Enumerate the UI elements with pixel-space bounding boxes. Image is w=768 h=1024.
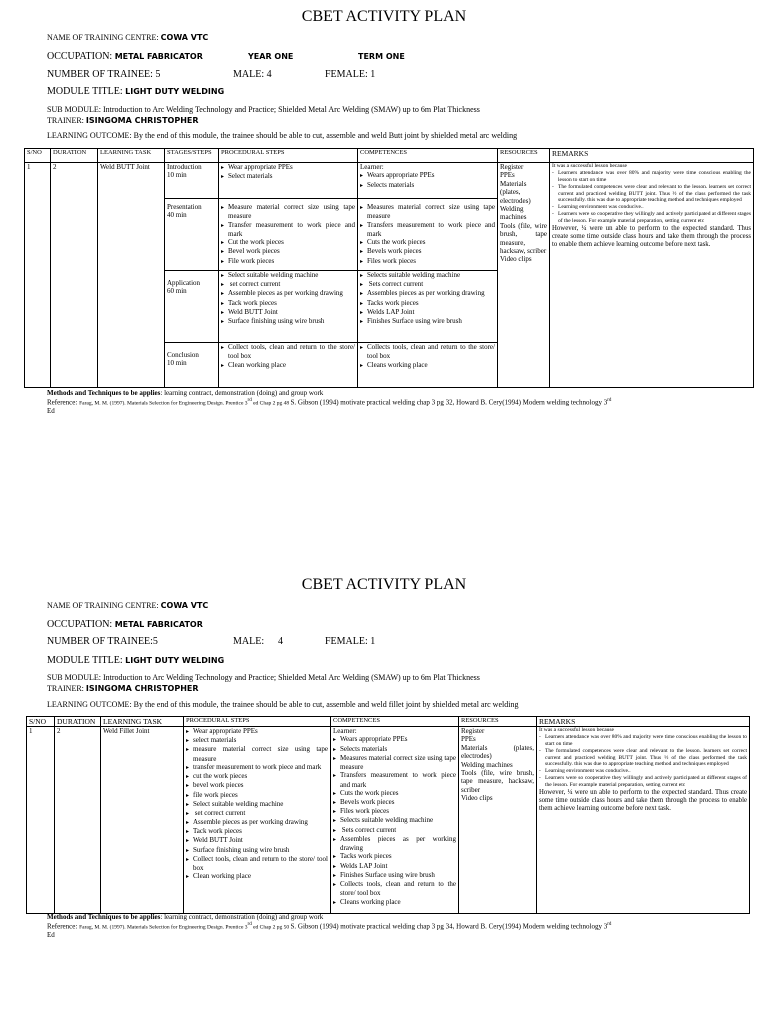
stage-time: 10 min: [167, 359, 187, 368]
trainer-name: ISINGOMA CHRISTOPHER: [85, 684, 199, 693]
page-title: CBET ACTIVITY PLAN: [301, 576, 467, 593]
procedural-steps-cell: [219, 199, 358, 271]
male-label: MALE:: [233, 636, 265, 647]
male-count: 4: [278, 636, 283, 647]
step-item: ▸ Cut the work pieces: [221, 238, 355, 247]
remark-item: - Learning environment was conducive..: [539, 768, 747, 775]
reference-sup-a: rd: [247, 921, 252, 927]
remark-item: - Learners were so cooperative they willingly and actively participated at different stages of the lesson. For example material preparation, setting current etc: [552, 211, 751, 225]
resource-item: Video clips: [500, 255, 532, 264]
step-item: ▸ Wear appropriate PPEs: [221, 163, 355, 172]
reference-text-b: S. Gibson (1994) motivate practical welding chap 3 pg 34, Howard B. Cery(1994) Modern welding technology 3: [290, 922, 608, 931]
competence-lead: Learner:: [333, 727, 357, 735]
trainer-line: [47, 684, 199, 693]
step-item: ▸ Assemble pieces as per working drawing: [221, 289, 355, 298]
sub-module: SUB MODULE: Introduction to Arc Welding Technology and Practice; Shielded Metal Arc Welding (SMAW) up to 6m Plat Thickness: [47, 673, 480, 682]
remark-item: - Learners were so cooperative they willingly and actively participated at different stages of the lesson. For example material preparation, setting current etc: [539, 775, 747, 789]
activity-table: [26, 716, 750, 914]
footer-notes: [47, 913, 727, 940]
step-item: ▸ Collect tools, clean and return to the store/ tool box: [186, 855, 328, 873]
module-title-line: [47, 655, 224, 666]
stage-cell: [165, 271, 219, 343]
methods-label: Methods and Techniques to be applies: [47, 913, 161, 921]
step-item: ▸ Transfer measurement to work piece and mark: [221, 221, 355, 239]
table-header-row: [27, 717, 750, 727]
step-item: ▸ measure material correct size using tape measure: [186, 745, 328, 763]
step-item: ▸ cut the work pieces: [186, 772, 328, 781]
competence-item: ▸ Sets correct current: [360, 280, 495, 289]
activity-table: [24, 148, 754, 388]
competence-item: ▸ Measures material correct size using tape measure: [360, 203, 495, 221]
procedural-steps-cell: [219, 163, 358, 199]
stage-cell: [165, 343, 219, 388]
trainer-label: TRAINER:: [47, 116, 86, 125]
remarks-cell: [537, 727, 750, 914]
methods-line: [47, 389, 727, 398]
header-duration: DURATION: [55, 717, 101, 727]
remark-item: - Learners attendance was over 80% and majority were time conscious enabling the lesson to start on time: [552, 170, 751, 184]
header-procedural-steps: PROCEDURAL STEPS: [219, 149, 358, 163]
reference-text-a2: ed Chap 2 pg 48: [251, 400, 291, 407]
remarks-tail: However, ¼ were un able to perform to the expected standard. Thus create some time outside class hours and take them through the process to enable them achieve learning outcome before next task.: [539, 788, 747, 813]
resource-item: Welding machines: [500, 204, 527, 222]
module-title-label: MODULE TITLE:: [47, 655, 126, 666]
term-label: TERM ONE: [358, 52, 405, 61]
step-item: ▸ Tack work pieces: [221, 299, 355, 308]
cell-sno: 1: [25, 163, 51, 388]
competence-item: ▸ Collects tools, clean and return to the store/ tool box: [360, 343, 495, 361]
competence-item: ▸ Selects suitable welding machine: [333, 816, 456, 825]
step-item: ▸ Bevel work pieces: [221, 247, 355, 256]
procedural-steps-cell: [184, 727, 331, 914]
resource-item: Register: [461, 727, 485, 735]
header-remarks: REMARKS: [550, 149, 754, 163]
stage-cell: [165, 163, 219, 199]
trainer-name: ISINGOMA CHRISTOPHER: [85, 116, 199, 125]
header-sno: S/NO: [25, 149, 51, 163]
competence-item: ▸ Sets correct current: [333, 826, 456, 835]
occupation-value: METAL FABRICATOR: [114, 52, 203, 61]
header-learning-task: LEARNING TASK: [98, 149, 165, 163]
competence-item: ▸ Bevels work pieces: [360, 247, 495, 256]
competence-item: ▸ Cuts the work pieces: [333, 789, 456, 798]
header-learning-task: LEARNING TASK: [101, 717, 184, 727]
stage-name: Application: [167, 279, 201, 287]
competence-item: ▸ Collects tools, clean and return to the store/ tool box: [333, 880, 456, 898]
competence-item: ▸ Bevels work pieces: [333, 798, 456, 807]
competence-item: ▸ Files work pieces: [360, 257, 495, 266]
table-header-row: [25, 149, 754, 163]
module-title-value: LIGHT DUTY WELDING: [125, 87, 225, 96]
header-procedural-steps: PROCEDURAL STEPS: [184, 717, 331, 727]
resource-item: Video clips: [461, 794, 493, 803]
step-item: ▸ set correct current: [221, 280, 355, 289]
step-item: ▸ Weld BUTT Joint: [186, 836, 328, 845]
table-row: [25, 163, 754, 199]
footer-notes: [47, 389, 727, 416]
reference-end: Ed: [47, 406, 55, 415]
cell-sno: 1: [27, 727, 55, 914]
competence-item: ▸ Cuts the work pieces: [360, 238, 495, 247]
competence-item: ▸ Cleans working place: [360, 361, 495, 370]
competence-item: ▸ Tacks work pieces: [360, 299, 495, 308]
competence-item: ▸ Measures material correct size using tape measure: [333, 754, 456, 772]
methods-label: Methods and Techniques to be applies: [47, 389, 161, 397]
competence-item: ▸ Wears appropriate PPEs: [333, 735, 456, 744]
header-remarks: REMARKS: [537, 717, 750, 727]
remark-item: - The formulated competences were clear and relevant to the lesson. learners set correct current and practiced welding BUTT joint. Thus ½ of the class performed the task successfully. this was due to appropriate teaching method and techniques employed: [539, 748, 747, 769]
stage-name: Conclusion: [167, 351, 199, 359]
header-stages: STAGES/STEPS: [165, 149, 219, 163]
remarks-lead: It was a successful lesson because: [539, 727, 614, 733]
cell-learning-task: Weld BUTT Joint: [98, 163, 165, 388]
methods-text: : learning contract, demonstration (doing) and group work: [160, 389, 324, 397]
resources-cell: [498, 163, 550, 388]
sub-module: SUB MODULE: Introduction to Arc Welding Technology and Practice; Shielded Metal Arc Welding (SMAW) up to 6m Plat Thickness: [47, 105, 480, 114]
step-item: ▸ Clean working place: [221, 361, 355, 370]
competence-item: ▸ Selects materials: [333, 745, 456, 754]
step-item: ▸ Collect tools, clean and return to the store/ tool box: [221, 343, 355, 361]
header-sno: S/NO: [27, 717, 55, 727]
table-row: [27, 727, 750, 914]
competence-item: ▸ Selects materials: [360, 181, 495, 190]
step-item: ▸ Wear appropriate PPEs: [186, 727, 328, 736]
training-centre-line: [47, 33, 208, 42]
step-item: ▸ Surface finishing using wire brush: [186, 846, 328, 855]
step-item: ▸ Measure material correct size using tape measure: [221, 203, 355, 221]
stage-time: 60 min: [167, 287, 187, 296]
resource-item: PPEs: [500, 171, 515, 180]
competence-item: ▸ Transfers measurement to work piece and mark: [360, 221, 495, 239]
step-item: ▸ Tack work pieces: [186, 827, 328, 836]
reference-label: Reference:: [47, 398, 80, 407]
reference-end: Ed: [47, 930, 55, 939]
cell-duration: 2: [51, 163, 98, 388]
procedural-steps-cell: [219, 271, 358, 343]
resource-item: Tools (file, wire brush, tape measure, hacksaw, scriber: [461, 768, 534, 794]
step-item: ▸ transfer measurement to work piece and mark: [186, 763, 328, 772]
resource-item: Tools (file, wire brush, tape measure, hacksaw, scriber: [500, 221, 547, 255]
competence-item: ▸ Welds LAP Joint: [360, 308, 495, 317]
resources-cell: [459, 727, 537, 914]
resource-item: Materials (plates, electrodes): [500, 179, 531, 205]
reference-text-a2: ed Chap 2 pg 50: [251, 924, 291, 931]
competence-item: ▸ Tacks work pieces: [333, 852, 456, 861]
resource-item: Materials (plates, electrodes): [461, 743, 534, 761]
remark-item: - The formulated competences were clear and relevant to the lesson. learners set correct current and practiced welding BUTT joint. Thus ½ of the class performed the task successfully. this was due to appropriate teaching method and techniques employed: [552, 184, 751, 205]
reference-line: [47, 922, 727, 931]
step-item: ▸ Surface finishing using wire brush: [221, 317, 355, 326]
year-label: YEAR ONE: [248, 52, 294, 61]
remarks-tail: However, ¼ were un able to perform to the expected standard. Thus create some time outside class hours and take them through the process to enable them achieve learning outcome before next task.: [552, 224, 751, 249]
training-centre-label: NAME OF TRAINING CENTRE:: [47, 601, 161, 610]
trainee-count: NUMBER OF TRAINEE:5: [47, 636, 158, 647]
cell-duration: 2: [55, 727, 101, 914]
page-title: CBET ACTIVITY PLAN: [301, 8, 467, 25]
module-title-line: [47, 86, 224, 97]
trainer-line: [47, 116, 199, 125]
competence-item: ▸ Finishes Surface using wire brush: [360, 317, 495, 326]
header-competences: COMPETENCES: [358, 149, 498, 163]
competence-lead: Learner:: [360, 163, 384, 171]
procedural-steps-cell: [219, 343, 358, 388]
competence-item: ▸ Selects suitable welding machine: [360, 271, 495, 280]
female-count: FEMALE: 1: [325, 636, 376, 647]
male-count: MALE: 4: [233, 69, 272, 80]
occupation-line: [47, 51, 203, 62]
step-item: ▸ Select suitable welding machine: [221, 271, 355, 280]
reference-sup-b: rd: [607, 397, 612, 403]
resource-item: PPEs: [461, 735, 476, 744]
competence-item: ▸ Cleans working place: [333, 898, 456, 907]
competences-cell: [358, 271, 498, 343]
female-count: FEMALE: 1: [325, 69, 376, 80]
competences-cell: [358, 343, 498, 388]
cell-learning-task: Weld Fillet Joint: [101, 727, 184, 914]
competences-cell: [358, 163, 498, 199]
reference-line: [47, 398, 727, 407]
competence-item: ▸ Transfers measurement to work piece and mark: [333, 771, 456, 789]
competences-cell: [358, 199, 498, 271]
stage-name: Introduction: [167, 163, 202, 171]
remark-item: - Learning environment was conducive..: [552, 204, 751, 211]
remark-item: - Learners attendance was over 80% and majority were time conscious enabling the lesson to start on time: [539, 734, 747, 748]
stage-cell: [165, 199, 219, 271]
competence-item: ▸ Assembles pieces as per working drawing: [360, 289, 495, 298]
reference-label: Reference:: [47, 922, 80, 931]
competence-item: ▸ Files work pieces: [333, 807, 456, 816]
reference-text-b: S. Gibson (1994) motivate practical welding chap 3 pg 32, Howard B. Cery(1994) Modern welding technology 3: [290, 398, 608, 407]
reference-sup-b: rd: [607, 921, 612, 927]
reference-text-a: Farag, M. M. (1997). Materials Selection for Engineering Design. Prentice 3: [79, 924, 248, 931]
stage-time: 40 min: [167, 211, 187, 220]
competence-item: ▸ Finishes Surface using wire brush: [333, 871, 456, 880]
learning-outcome: LEARNING OUTCOME: By the end of this module, the trainee should be able to cut, assemble and weld fillet joint by shielded metal arc welding: [47, 700, 519, 709]
methods-text: : learning contract, demonstration (doing) and group work: [160, 913, 324, 921]
occupation-value: METAL FABRICATOR: [114, 620, 203, 629]
stage-time: 10 min: [167, 171, 187, 180]
header-resources: RESOURCES: [459, 717, 537, 727]
step-item: ▸ Weld BUTT Joint: [221, 308, 355, 317]
resource-item: Register: [500, 163, 524, 171]
occupation-line: [47, 619, 203, 630]
occupation-label: OCCUPATION:: [47, 51, 115, 62]
remarks-cell: [550, 163, 754, 388]
step-item: ▸ Select materials: [221, 172, 355, 181]
step-item: ▸ Assemble pieces as per working drawing: [186, 818, 328, 827]
competences-cell: [331, 727, 459, 914]
step-item: ▸ File work pieces: [221, 257, 355, 266]
module-title-label: MODULE TITLE:: [47, 86, 126, 97]
occupation-label: OCCUPATION:: [47, 619, 115, 630]
competence-item: ▸ Wears appropriate PPEs: [360, 171, 495, 180]
reference-text-a: Farag, M. M. (1997). Materials Selection for Engineering Design. Prentice 3: [79, 400, 248, 407]
module-title-value: LIGHT DUTY WELDING: [125, 656, 225, 665]
learning-outcome: LEARNING OUTCOME: By the end of this module, the trainee should be able to cut, assemble and weld Butt joint by shielded metal arc welding: [47, 131, 518, 140]
header-competences: COMPETENCES: [331, 717, 459, 727]
competence-item: ▸ Assembles pieces as per working drawing: [333, 835, 456, 853]
step-item: ▸ set correct current: [186, 809, 328, 818]
step-item: ▸ file work pieces: [186, 791, 328, 800]
header-resources: RESOURCES: [498, 149, 550, 163]
training-centre-label: NAME OF TRAINING CENTRE:: [47, 33, 161, 42]
step-item: ▸ bevel work pieces: [186, 781, 328, 790]
resource-item: Welding machines: [461, 760, 513, 769]
remarks-lead: It was a successful lesson because: [552, 163, 627, 169]
trainee-count: NUMBER OF TRAINEE: 5: [47, 69, 161, 80]
competence-item: ▸ Welds LAP Joint: [333, 862, 456, 871]
training-centre-value: COWA VTC: [160, 33, 209, 42]
trainer-label: TRAINER:: [47, 684, 86, 693]
training-centre-line: [47, 601, 208, 610]
reference-sup-a: rd: [247, 397, 252, 403]
header-duration: DURATION: [51, 149, 98, 163]
stage-name: Presentation: [167, 203, 202, 211]
training-centre-value: COWA VTC: [160, 601, 209, 610]
methods-line: [47, 913, 727, 922]
step-item: ▸ Clean working place: [186, 872, 328, 881]
step-item: ▸ select materials: [186, 736, 328, 745]
step-item: ▸ Select suitable welding machine: [186, 800, 328, 809]
